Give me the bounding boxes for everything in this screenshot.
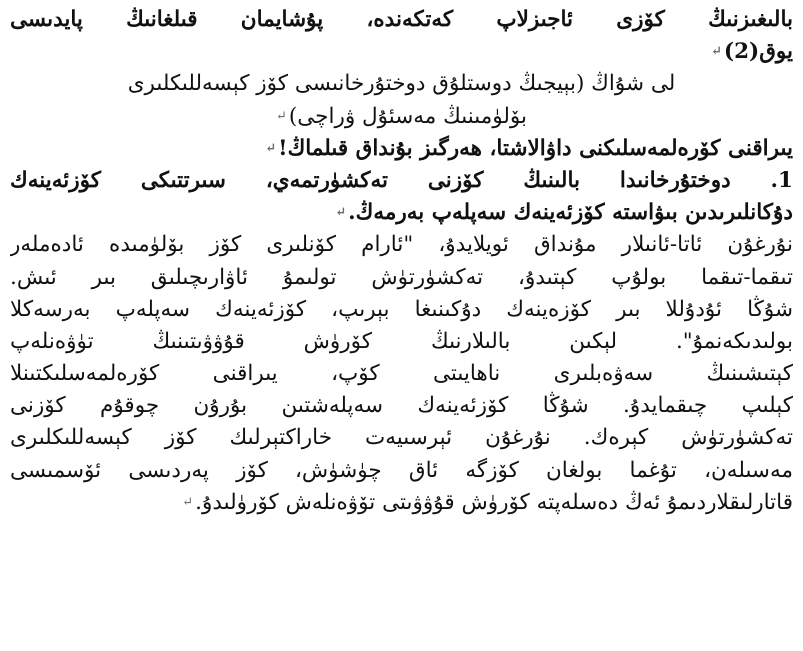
paragraph-mark-icon: ↵	[182, 494, 194, 510]
body-line-last	[10, 487, 793, 519]
section-heading-text: يىراقنى كۆرەلمەسلىكنى داۋالاشتا، ھەرگىز بۇنداق قىلماڭ!	[278, 135, 793, 161]
point-1-line-2-text: دۇكانلىرىدىن بىۋاستە كۆزئەينەك سەپلەپ بەرمەڭ.	[348, 200, 793, 226]
subtitle-line-2-text: بۆلۈمىنىڭ مەسئۇل ۋراچى)	[288, 103, 528, 129]
paragraph-mark-icon: ↵	[275, 108, 287, 124]
body-line: نۇرغۇن ئاتا-ئانىلار مۇنداق ئويلايدۇ، "ئارام كۆنلىرى كۆز بۆلۈمىدە ئادەملەر	[10, 232, 793, 258]
body-line: مەسىلەن، تۇغما بولغان كۆزگە ئاق چۈشۈش، كۆز پەردىسى ئۆسمىسى	[10, 457, 793, 483]
paragraph-mark-icon: ↵	[265, 140, 277, 156]
subtitle-line-2	[10, 101, 793, 133]
body-line: شۇڭا ئۇدۇللا بىر كۆزەينەك دۇكىنىغا بېرىپ، كۆزئەينەك سەپلەپ بەرسەكلا	[10, 296, 793, 322]
point-1-line-2	[10, 197, 793, 229]
body-line: بولىدىكەنمۇ". لېكىن بالىلارنىڭ كۆرۈش قۇۋۋىتىنىڭ تۈۋەنلەپ	[10, 328, 793, 354]
paragraph-mark-icon: ↵	[335, 205, 347, 221]
body-line: كېتىشىنىڭ سەۋەبلىرى ناھايىتى كۆپ، يىراقنى كۆرەلمەسلىكتىنلا	[10, 361, 793, 387]
body-line: تىقما-تىقما بولۇپ كېتىدۇ، تەكشۈرتۈش تولىمۇ ئاۋارىچىلىق بىر ئىش.	[10, 264, 793, 290]
body-line: تەكشۈرتۈش كېرەك. نۇرغۇن ئېرسىيەت خاراكتېرلىك كۆز كېسەللىكلىرى	[10, 425, 793, 451]
title-line-2-text: يوق(2)	[723, 39, 793, 65]
body-line: كېلىپ چىقمايدۇ. شۇڭا كۆزئەينەك سەپلەشتىن بۇرۇن چوقۇم كۆزنى	[10, 393, 793, 419]
body-line-last-text: قاتارلىقلاردىمۇ ئەڭ دەسلەپتە كۆرۈش قۇۋۋىتى تۆۋەنلەش كۆرۈلىدۇ.	[195, 489, 793, 515]
point-1-line-1: 1. دوختۇرخانىدا بالىنىڭ كۆزنى تەكشۈرتمەي، سىرتتىكى كۆزئەينەك	[10, 167, 793, 193]
title-line-2	[10, 36, 793, 68]
section-heading	[10, 133, 793, 165]
paragraph-mark-icon: ↵	[710, 44, 722, 60]
subtitle-line-1: لى شۇاڭ (بېيجىڭ دوستلۇق دوختۇرخانىسى كۆز كېسەللىكلىرى	[127, 71, 676, 97]
title-line-1: بالىغىزنىڭ كۆزى ئاجىزلاپ كەتكەندە، پۇشايمان قىلغانىڭ پايدىسى	[10, 7, 793, 32]
